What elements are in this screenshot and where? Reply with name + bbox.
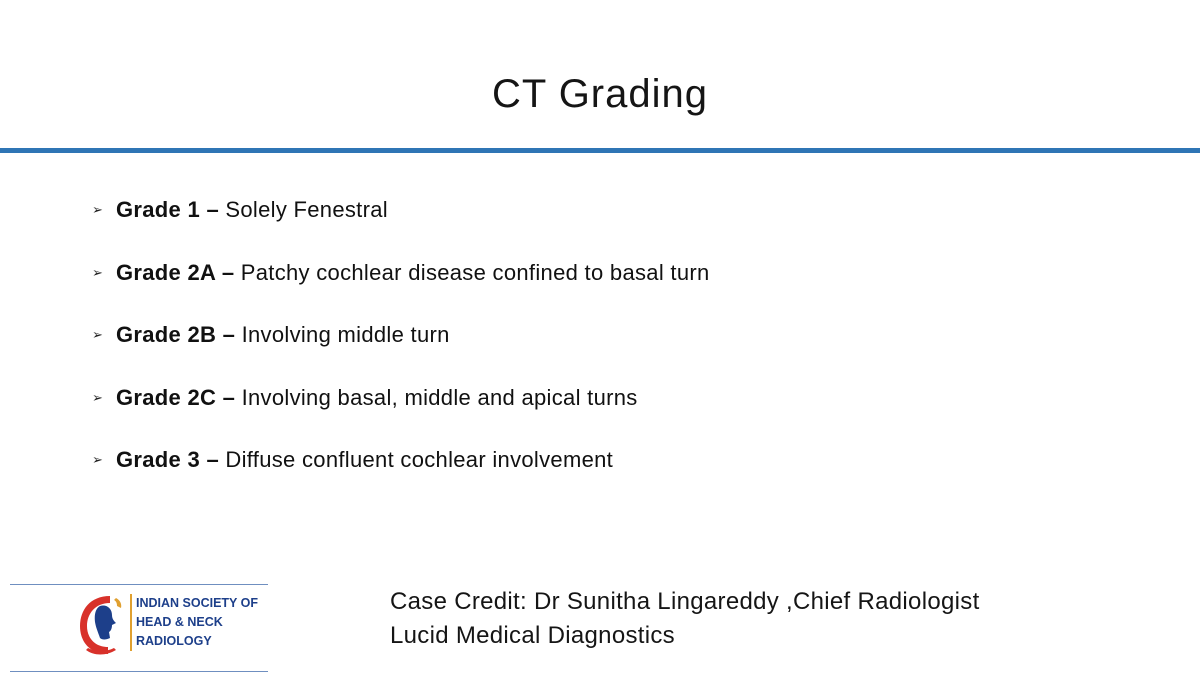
list-item — [92, 443, 710, 506]
arrowhead-bullet-icon: ➢ — [92, 327, 104, 342]
grading-list — [92, 193, 710, 506]
grade-separator: – — [200, 447, 226, 472]
grade-description: Patchy cochlear disease confined to basal turn — [240, 259, 710, 285]
grade-label: Grade 2A — [116, 259, 216, 285]
grade-label: Grade 2C — [116, 384, 217, 410]
list-item — [92, 318, 710, 381]
list-item — [92, 256, 710, 319]
logo-divider-bottom — [10, 671, 268, 672]
grade-separator: – — [200, 197, 226, 222]
arrowhead-bullet-icon: ➢ — [92, 264, 104, 280]
grade-description: Solely Fenestral — [225, 197, 388, 222]
ishnr-logo-icon — [76, 592, 128, 658]
slide-title: CT Grading — [491, 72, 708, 116]
grade-separator: – — [216, 384, 242, 410]
list-item — [92, 193, 710, 256]
logo-divider-top — [10, 584, 268, 585]
credit-line: Lucid Medical Diagnostics — [390, 622, 675, 649]
logo-wordmark — [130, 594, 272, 651]
grade-separator: – — [215, 259, 241, 285]
grade-description: Involving basal, middle and apical turns — [241, 384, 638, 410]
grade-label: Grade 1 — [116, 197, 201, 222]
grade-separator: – — [216, 322, 242, 347]
logo-line: INDIAN SOCIETY OF — [136, 596, 259, 610]
case-credit — [390, 585, 980, 653]
grade-description: Diffuse confluent cochlear involvement — [225, 447, 614, 472]
society-logo — [10, 584, 268, 672]
logo-line: HEAD & NECK — [136, 615, 223, 629]
list-item — [92, 381, 710, 444]
arrowhead-bullet-icon: ➢ — [92, 452, 104, 467]
arrowhead-bullet-icon: ➢ — [92, 389, 104, 405]
arrowhead-bullet-icon: ➢ — [92, 202, 104, 217]
title-divider — [0, 148, 1200, 153]
grade-label: Grade 2B — [116, 322, 217, 347]
grade-label: Grade 3 — [116, 447, 201, 472]
grade-description: Involving middle turn — [241, 322, 450, 347]
credit-line: Case Credit: Dr Sunitha Lingareddy ,Chief Radiologist — [390, 588, 980, 615]
logo-line: RADIOLOGY — [136, 634, 212, 648]
